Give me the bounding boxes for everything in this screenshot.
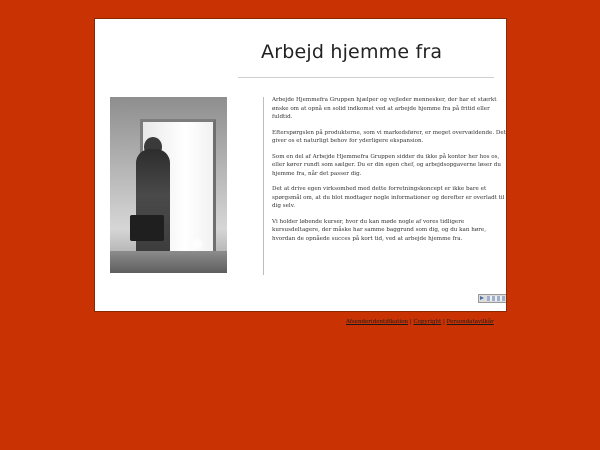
light-glow-graphic xyxy=(190,237,204,251)
paragraph-intro: Arbejde Hjemmefra Gruppen hjælper og vejleder mennesker, der har et stærkt ønske om at opnå en solid indkomst ved at arbejde hjemme fra på fritid eller fuldtid. xyxy=(272,97,497,120)
link-copyright[interactable]: Copyright xyxy=(413,319,442,325)
footer-separator: | xyxy=(408,319,414,325)
content-panel xyxy=(94,18,507,312)
play-arrow-icon xyxy=(480,296,484,300)
briefcase-graphic xyxy=(130,215,164,241)
title-divider xyxy=(238,77,494,78)
footer-separator: | xyxy=(441,319,447,325)
paragraph-own-boss: Som en del af Arbejde Hjemmefra Gruppen sidder du ikke på kontor her hos os, eller kører rundt som sælger. Du er din egen chef, og arbejdsopgaverne løser du hjemme fra, når det passer dig. xyxy=(272,153,501,177)
paragraph-demand: Efterspørgslen på produkterne, som vi markedsfører, er meget overvældende. Det giver os et naturligt behov for yderligere ekspansion. xyxy=(272,129,506,144)
column-divider xyxy=(263,97,264,275)
counter-cells xyxy=(487,296,505,301)
paragraph-business: Det at drive egen virksomhed med dette forretningskoncept er ikke bare et spørgsmål om, at du blot modtager nogle informationer og derefter er overladt til dig selv. xyxy=(272,186,505,209)
ground-graphic xyxy=(110,251,227,273)
page-title: Arbejd hjemme fra xyxy=(261,41,443,63)
paragraph-courses: Vi holder løbende kurser, hvor du kan møde nogle af vores tidligere kursusdeltagere, der måske har samme baggrund som dig, og du kan høre, hvordan de opnåede succes på kort tid, ved at arbejde hjemme fra. xyxy=(272,218,486,242)
body-text xyxy=(272,96,507,250)
person-graphic xyxy=(136,149,170,265)
footer-links xyxy=(346,319,494,325)
businessman-door-photo xyxy=(110,97,227,273)
link-persondatavilkar[interactable]: Persondatavilkår xyxy=(446,319,494,325)
counter-badge-icon[interactable] xyxy=(478,294,507,303)
link-afsenderidentifikation[interactable]: Afsenderidentifikation xyxy=(346,319,409,325)
